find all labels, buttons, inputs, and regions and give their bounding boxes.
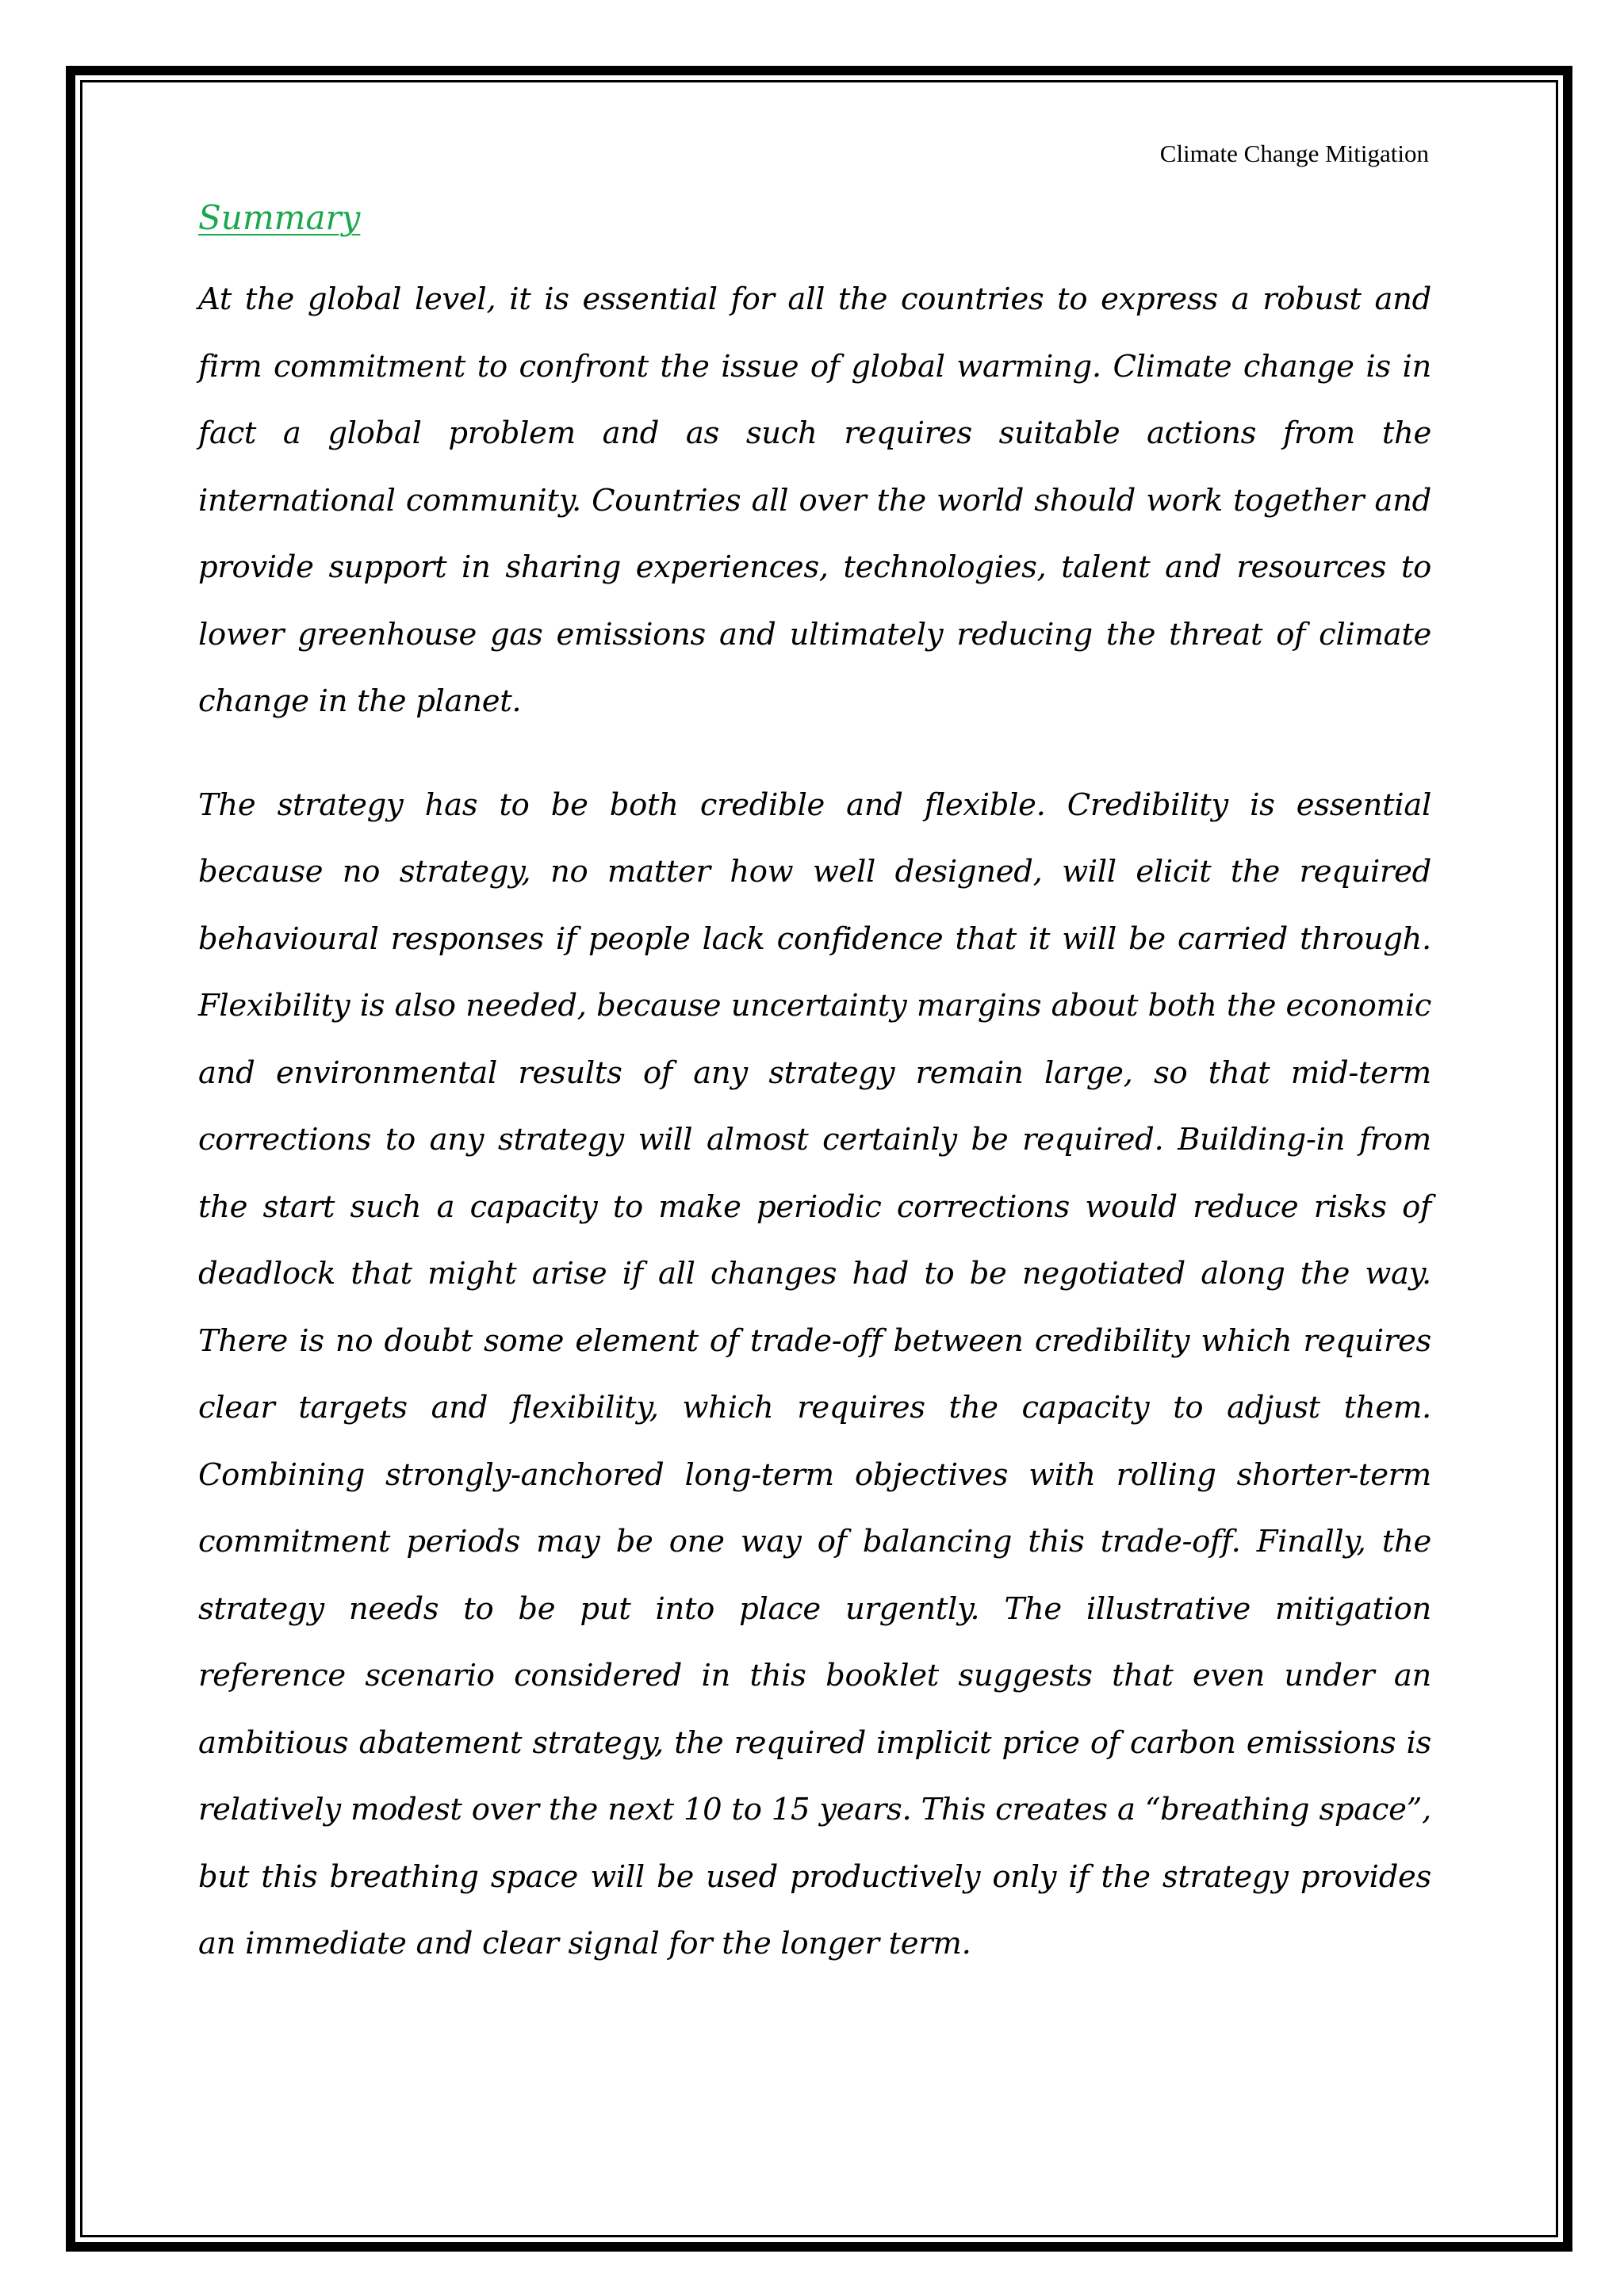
running-header-title: Climate Change Mitigation bbox=[1159, 140, 1429, 167]
summary-heading: Summary bbox=[198, 198, 361, 237]
summary-paragraph-1: At the global level, it is essential for all the countries to express a robust and firm commitment to confront the issue of global warming. Climate change is in fact a global problem and as such requires suitable actions from the international community. Countries all over the world should work together and provide support in sharing experiences, technologies, talent and resources to lower greenhouse gas emissions and ultimately reducing the threat of climate change in the planet. bbox=[198, 281, 1431, 719]
summary-paragraph-2: The strategy has to be both credible and flexible. Credibility is essential because no strategy, no matter how well designed, will elicit the required behavioural responses if people lack confidence that it will be carried through. Flexibility is also needed, because uncertainty margins about both the economic and environmental results of any strategy remain large, so that mid-term corrections to any strategy will almost certainly be required. Building-in from the start such a capacity to make periodic corrections would reduce risks of deadlock that might arise if all changes had to be negotiated along the way. There is no doubt some element of trade-off between credibility which requires clear targets and flexibility, which requires the capacity to adjust them. Combining strongly-anchored long-term objectives with rolling shorter-term commitment periods may be one way of balancing this trade-off. Finally, the strategy needs to be put into place urgently. The illustrative mitigation reference scenario considered in this booklet suggests that even under an ambitious abatement strategy, the required implicit price of carbon emissions is relatively modest over the next 10 to 15 years. This creates a “breathing space”, but this breathing space will be used productively only if the strategy provides an immediate and clear signal for the longer term. bbox=[198, 786, 1431, 1961]
summary-section bbox=[198, 192, 1431, 2015]
